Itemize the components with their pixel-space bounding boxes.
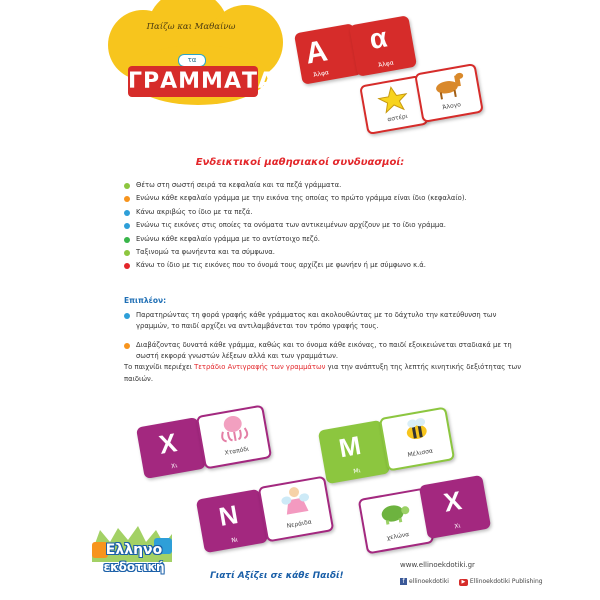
puzzle-letter: Ν — [216, 499, 241, 532]
puzzle-word: Άλογο — [441, 101, 462, 112]
logo-line-1: Ελληνο — [105, 542, 163, 558]
puzzle-piece-x-second — [419, 475, 491, 539]
header-article: τα — [178, 54, 206, 67]
logo-line-2: εκδοτική — [103, 560, 165, 574]
list-item — [124, 192, 524, 205]
section-title: Ενδεικτικοί μαθησιακοί συνδυασμοί: — [195, 157, 405, 168]
facebook-link[interactable]: ellinoekdotiki — [409, 578, 449, 585]
bullet-icon — [124, 183, 130, 189]
bullet-icon — [124, 196, 130, 202]
bullet-icon — [124, 237, 130, 243]
puzzle-word: Άλφα — [312, 69, 330, 79]
combinations-list — [124, 179, 524, 273]
facebook-icon[interactable]: f — [400, 578, 407, 585]
bullet-icon — [124, 263, 130, 269]
note-highlight: Τετράδιο Αντιγραφής των γραμμάτων — [194, 363, 326, 371]
list-item — [124, 310, 514, 332]
list-item — [124, 259, 524, 272]
list-item-text: Θέτω στη σωστή σειρά τα κεφαλαία και τα πεζά γράμματα. — [136, 181, 342, 189]
list-item — [124, 219, 524, 232]
list-item-text: Κάνω ακριβώς το ίδιο με τα πεζά. — [136, 207, 253, 216]
puzzle-word: χελώνα — [386, 530, 410, 542]
puzzle-word: Μέλισσα — [407, 447, 434, 459]
list-item-text: Κάνω το ίδιο με τις εικόνες που το όνομά τους αρχίζει με φωνήεν ή με σύμφωνο κ.ά. — [136, 261, 426, 270]
list-item — [124, 233, 524, 246]
list-item-text: Ταξινομώ τα φωνήεντα και τα σύμφωνα. — [136, 248, 275, 257]
more-title: Επιπλέον: — [124, 296, 167, 305]
note-text-end: για την ανάπτυξη της λεπτής κινητικής δεξιότητας των παιδιών. — [124, 363, 522, 383]
star-picture-icon — [376, 84, 410, 115]
horse-picture-icon — [429, 70, 469, 102]
youtube-link[interactable]: Ellinoekdotiki Publishing — [469, 578, 543, 585]
puzzle-letter: Α — [302, 34, 330, 71]
puzzle-word: Νι — [230, 536, 239, 545]
puzzle-word: Χι — [453, 522, 462, 531]
puzzle-piece-octopus — [196, 405, 272, 470]
puzzle-letter: Χ — [441, 485, 464, 518]
contents-note — [124, 361, 524, 385]
bullet-icon — [124, 250, 130, 256]
list-item-text: Ενώνω τις εικόνες στις οποίες τα ονόματα των αντικειμένων αρχίζουν με το ίδιο γράμμα. — [136, 221, 446, 230]
list-item — [124, 206, 524, 219]
puzzle-letter: α — [367, 21, 390, 55]
list-item — [124, 340, 514, 362]
puzzle-letter: Μ — [336, 429, 364, 464]
puzzle-word: Νεράιδα — [286, 518, 313, 530]
puzzle-word: αστέρι — [386, 112, 409, 124]
list-item-text: Ενώνω κάθε κεφαλαίο γράμμα με το αντίστοιχο πεζό. — [136, 234, 320, 243]
bullet-icon — [124, 223, 130, 229]
list-item — [124, 246, 524, 259]
octopus-picture-icon — [214, 411, 252, 444]
turtle-picture-icon — [374, 497, 412, 529]
puzzle-word: Χταπόδι — [224, 445, 250, 457]
slogan: Γιατί Αξίζει σε κάθε Παιδί! — [210, 571, 344, 581]
youtube-icon[interactable]: ▶ — [459, 579, 468, 586]
puzzle-piece-x — [136, 417, 206, 479]
puzzle-piece-fairy — [258, 476, 335, 543]
note-text-start: Το παιχνίδι περιέχει — [124, 363, 195, 371]
puzzle-word: Χι — [170, 462, 178, 471]
list-item-text: Ενώνω κάθε κεφαλαίο γράμμα με την εικόνα της οποίας το πρώτο γράμμα είναι ίδιο (κεφαλαίο). — [136, 194, 467, 203]
puzzle-piece-m — [318, 420, 390, 484]
puzzle-piece-bee — [379, 407, 455, 472]
page-title: ΓΡΑΜΜΑΤΑ — [128, 66, 258, 97]
puzzle-letter: Χ — [156, 427, 179, 460]
fairy-picture-icon — [276, 482, 315, 517]
header-subtitle: Παίζω και Μαθαίνω — [146, 22, 236, 32]
puzzle-piece-lowercase-a — [349, 15, 417, 77]
list-item-text: Διαβάζοντας δυνατά κάθε γράμμα, καθώς και το όνομα κάθε εικόνας, το παιδί εξοικειώνεται σταδιακά με τη σωστή εκφορά γνωστών λέξεων αλλά και των γραμμάτων. — [136, 341, 512, 360]
puzzle-word: Μι — [352, 467, 362, 476]
list-item-text: Παρατηρώντας τη φορά γραφής κάθε γράμματος και ακολουθώντας με το δάχτυλο την κατεύθυνση των γραμμών, το παιδί αρχίζει να αντιλαμβάνεται τον τρόπο γραφής τους. — [136, 311, 497, 330]
social-links — [400, 578, 543, 586]
website-link[interactable]: www.ellinoekdotiki.gr — [400, 561, 475, 569]
puzzle-word: Άλφα — [377, 59, 395, 70]
list-item — [124, 179, 524, 192]
bullet-icon — [124, 343, 130, 349]
bullet-icon — [124, 210, 130, 216]
puzzle-piece-horse — [414, 63, 484, 123]
puzzle-piece-n — [196, 489, 268, 553]
publisher-logo — [88, 522, 176, 588]
bullet-icon — [124, 313, 130, 319]
bee-picture-icon — [397, 414, 435, 446]
